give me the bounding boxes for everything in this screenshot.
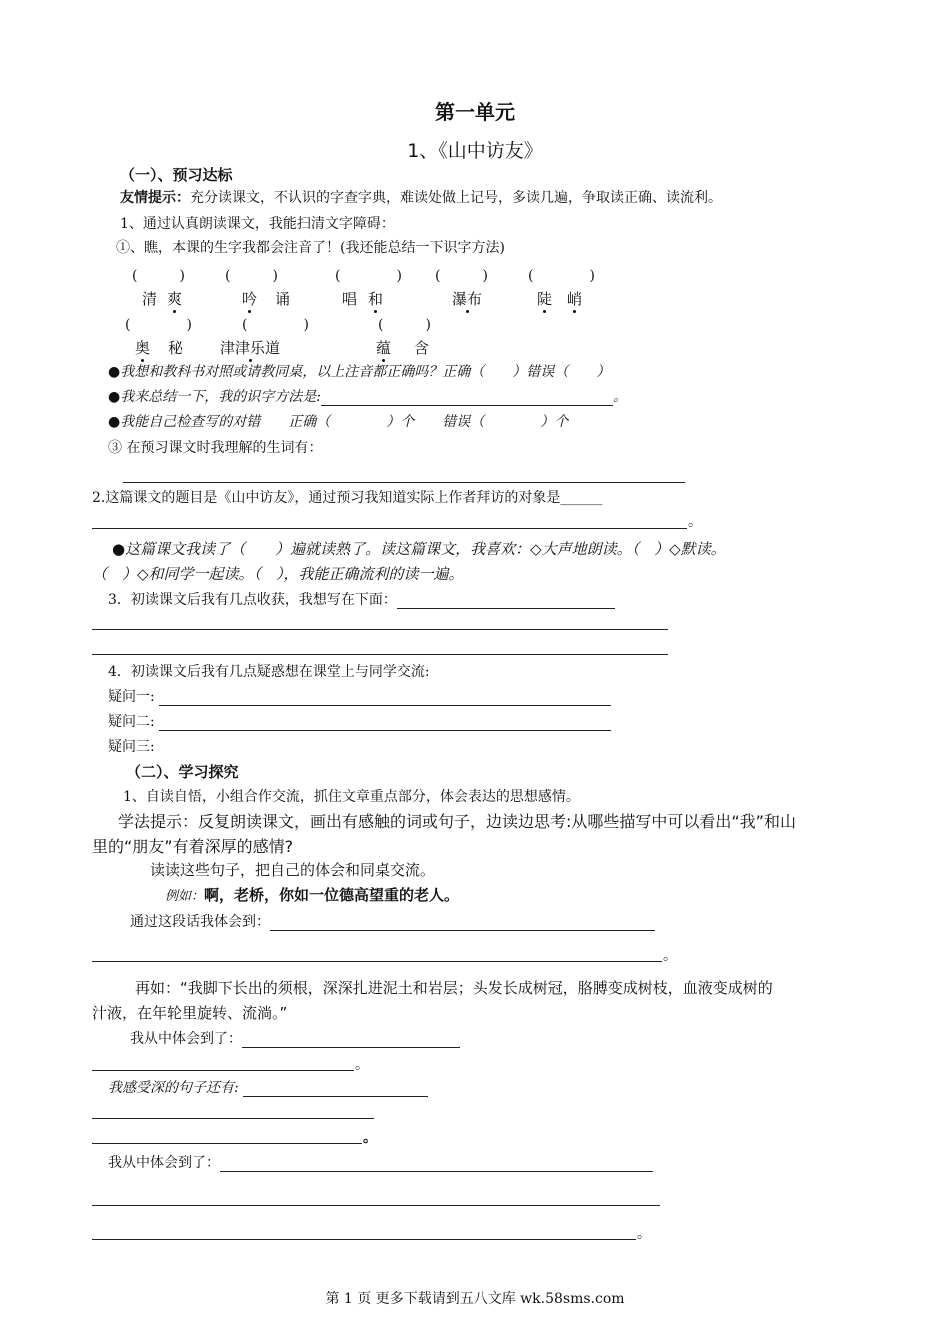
section-heading-explore: （二）、学习探究	[126, 763, 239, 781]
explore-instruction: 1、自读自悟，小组合作交流，抓住文章重点部分，体会表达的思想感情。	[123, 789, 580, 805]
period: 。	[663, 948, 677, 964]
answer-line[interactable]	[92, 654, 668, 655]
doubt-2	[108, 714, 611, 731]
deep-sentence-label: 我感受深的句子还有:	[108, 1080, 239, 1096]
section-heading-preview: （一）、预习达标	[120, 166, 233, 184]
example-label: 例如：	[165, 889, 205, 904]
answer-line[interactable]	[92, 961, 662, 962]
answer-line[interactable]	[92, 1118, 374, 1119]
doubt-3: 疑问三:	[108, 739, 155, 755]
check-method	[108, 389, 627, 406]
question-4: 4．初读课文后我有几点疑惑想在课堂上与同学交流:	[108, 664, 430, 680]
deep-sentence	[108, 1080, 428, 1097]
pinyin-blank[interactable]: ( )	[528, 268, 595, 284]
page-title: 第一单元	[435, 100, 515, 124]
lesson-title: 1、《山中访友》	[407, 140, 543, 162]
check-self: ●我能自己检查写的对错 正确（ ）个 错误（ ）个	[108, 414, 569, 430]
period: 。	[355, 1057, 369, 1073]
page-footer: 第 1 页 更多下载请到五八文库 wk.58sms.com	[325, 1291, 625, 1307]
feel-3-label: 我从中体会到了：	[108, 1155, 220, 1171]
feel-1-label: 通过这段话我体会到：	[130, 914, 270, 930]
word-char-dotted: 吟	[242, 290, 258, 308]
question-1-sub1: ①、瞧，本课的生字我都会注音了！(我还能总结一下识字方法)	[116, 240, 505, 256]
pinyin-blank[interactable]: ( )	[335, 268, 402, 284]
doubt-1-label: 疑问一:	[108, 689, 155, 705]
word-char: 唱	[342, 290, 358, 308]
word-char: 含	[414, 339, 430, 357]
answer-line[interactable]	[321, 391, 613, 406]
method-tip-line2: 里的“朋友”有着深厚的感情?	[92, 837, 294, 856]
word-char	[242, 288, 257, 309]
word-char-dotted: 蕴	[376, 339, 392, 357]
word-char	[135, 337, 150, 358]
pinyin-blank[interactable]: ( )	[242, 317, 309, 333]
tip-text: 充分读课文，不认识的字查字典，难读处做上记号，多读几遍，争取读正确、读流利。	[190, 190, 722, 206]
word-char	[537, 288, 552, 309]
word-char-dotted: 峭	[567, 290, 583, 308]
word-char-dotted: 津津乐道	[220, 339, 281, 357]
answer-line[interactable]	[92, 1143, 362, 1144]
answer-line[interactable]	[92, 1205, 660, 1206]
answer-line[interactable]	[123, 482, 685, 483]
reading-preference: （ ）◇和同学一起读。（ ），我能正确流利的读一遍。	[92, 565, 464, 583]
word-char: 诵	[275, 290, 291, 308]
answer-line[interactable]	[159, 691, 611, 706]
answer-line[interactable]	[92, 629, 668, 630]
question-3-label: 3．初读课文后我有几点收获，我想写在下面：	[108, 592, 397, 608]
word-char	[567, 288, 582, 309]
question-2: 2.这篇课文的题目是《山中访友》，通过预习我知道实际上作者拜访的对象是______	[92, 490, 603, 506]
word-char	[167, 288, 182, 309]
again-sentence-line1: 再如：“我脚下长出的须根，深深扎进泥土和岩层；头发长成树冠，胳膊变成树枝，血液变成树的	[135, 979, 773, 997]
tip-label: 友情提示：	[120, 190, 190, 206]
question-1: 1、通过认真朗读课文，我能扫清文字障碍：	[120, 216, 395, 232]
doubt-1	[108, 689, 611, 706]
feel-3	[108, 1155, 653, 1172]
period: 。	[612, 389, 627, 405]
word-char-dotted: 爽	[167, 290, 183, 308]
feel-2-label: 我从中体会到了：	[130, 1031, 242, 1047]
check-correct: ●我想和教科书对照或请教同桌，以上注音都正确吗？正确（ ）错误（ ）	[108, 364, 611, 380]
question-1-sub3: ③ 在预习课文时我理解的生词有：	[108, 440, 323, 456]
word-char	[376, 337, 391, 358]
answer-line[interactable]	[92, 528, 687, 529]
pinyin-blank[interactable]: ( )	[125, 317, 192, 333]
example-sentence	[165, 886, 459, 905]
word-char-dotted: 和	[368, 290, 384, 308]
period: 。	[688, 514, 702, 530]
answer-line[interactable]	[92, 1070, 354, 1071]
answer-line[interactable]	[92, 1239, 636, 1240]
word-char	[452, 288, 482, 309]
answer-line[interactable]	[220, 1157, 653, 1172]
feel-2	[130, 1031, 460, 1048]
check-method-label: ●我来总结一下，我的识字方法是:	[108, 389, 321, 405]
word-char	[220, 337, 280, 358]
tip-paragraph	[120, 190, 722, 207]
again-sentence-line2: 汁液，在年轮里旋转、流淌。”	[92, 1004, 288, 1022]
word-char	[368, 288, 383, 309]
pinyin-blank[interactable]: ( )	[225, 268, 278, 284]
answer-line[interactable]	[242, 1033, 460, 1048]
period: 。	[637, 1226, 651, 1242]
period: 。	[363, 1130, 377, 1146]
answer-line[interactable]	[243, 1082, 428, 1097]
pinyin-blank[interactable]: ( )	[435, 268, 488, 284]
answer-line[interactable]	[270, 916, 655, 931]
answer-line[interactable]	[397, 594, 615, 609]
reading-count: ●这篇课文我读了（ ）遍就读熟了。读这篇课文，我喜欢：◇大声地朗读。（ ）◇默读。	[112, 540, 726, 558]
method-tip-line1: 学法提示：反复朗读课文，画出有感触的词或句子，边读边思考:从哪些描写中可以看出“我”和山	[118, 812, 796, 831]
pinyin-blank[interactable]: ( )	[378, 317, 431, 333]
example-text: 啊，老桥，你如一位德高望重的老人。	[204, 886, 460, 904]
doubt-2-label: 疑问二:	[108, 714, 155, 730]
question-3	[108, 592, 615, 609]
answer-line[interactable]	[159, 716, 611, 731]
feel-1	[130, 914, 655, 931]
word-char-dotted: 瀑布	[452, 290, 483, 308]
word-char-dotted: 陡	[537, 290, 553, 308]
read-share: 读读这些句子，把自己的体会和同桌交流。	[150, 861, 436, 879]
word-char: 秘	[168, 339, 184, 357]
word-char-dotted: 奥	[135, 339, 151, 357]
pinyin-blank[interactable]: ( )	[132, 268, 185, 284]
word-char: 清	[142, 290, 158, 308]
